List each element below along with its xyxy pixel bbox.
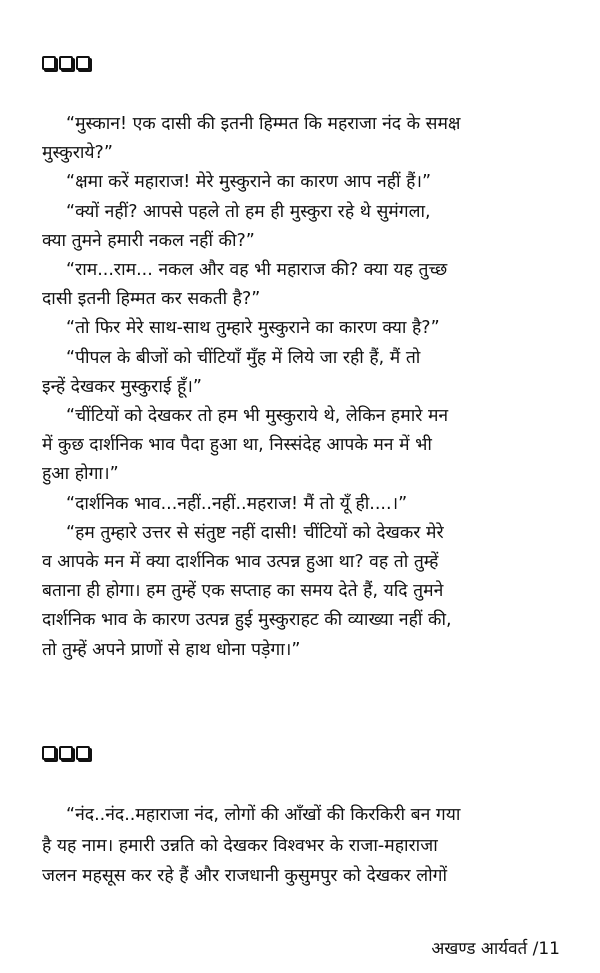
divider-box-icon bbox=[76, 746, 90, 760]
text-line: है यह नाम। हमारी उन्नति को देखकर विश्वभर के राजा-महाराजा bbox=[42, 835, 438, 856]
text-line: दार्शनिक भाव के कारण उत्पन्न हुई मुस्कुराहट की व्याख्या नहीं की, bbox=[42, 610, 452, 631]
running-title: अखण्ड आर्यवर्त bbox=[431, 939, 528, 959]
text-line: “हम तुम्हारे उत्तर से संतुष्ट नहीं दासी! चींटियों को देखकर मेरे bbox=[66, 522, 444, 543]
divider-box-icon bbox=[42, 746, 56, 760]
text-line: “नंद..नंद..महाराजा नंद, लोगों की आँखों की किरकिरी बन गया bbox=[66, 805, 461, 825]
divider-box-icon bbox=[42, 56, 56, 70]
text-line: दासी इतनी हिम्मत कर सकती है?” bbox=[42, 289, 261, 310]
paragraph bbox=[42, 344, 562, 402]
text-line: मुस्कुराये?” bbox=[42, 143, 113, 164]
page-number: /11 bbox=[532, 939, 560, 959]
text-line: “दार्शनिक भाव...नहीं..नहीं..महराज! मैं तो यूँ ही....।” bbox=[66, 493, 408, 514]
text-line: “क्यों नहीं? आपसे पहले तो हम ही मुस्कुरा रहे थे सुमंगला, bbox=[66, 201, 431, 222]
section-divider-1 bbox=[42, 56, 90, 70]
text-line: इन्हें देखकर मुस्कुराई हूँ।” bbox=[42, 376, 202, 397]
page-footer bbox=[431, 936, 560, 959]
paragraph bbox=[42, 519, 562, 665]
text-line: “राम...राम... नकल और वह भी महाराज की? क्या यह तुच्छ bbox=[66, 260, 448, 280]
paragraph bbox=[42, 800, 562, 892]
text-line: तो तुम्हें अपने प्राणों से हाथ धोना पड़ेगा।” bbox=[42, 639, 301, 660]
section-divider-2 bbox=[42, 746, 90, 760]
divider-box-icon bbox=[59, 56, 73, 70]
divider-box-icon bbox=[76, 56, 90, 70]
text-line: जलन महसूस कर रहे हैं और राजधानी कुसुमपुर को देखकर लोगों bbox=[42, 866, 448, 886]
text-line: “क्षमा करें महाराज! मेरे मुस्कुराने का कारण आप नहीं हैं।” bbox=[66, 172, 432, 193]
text-line: में कुछ दार्शनिक भाव पैदा हुआ था, निस्संदेह आपके मन में भी bbox=[42, 435, 432, 456]
paragraph bbox=[42, 198, 562, 256]
paragraph bbox=[42, 402, 562, 490]
paragraph bbox=[42, 256, 562, 314]
text-line: “चींटियों को देखकर तो हम भी मुस्कुराये थे, लेकिन हमारे मन bbox=[66, 406, 449, 426]
text-line: “पीपल के बीजों को चींटियाँ मुँह में लिये जा रही हैं, मैं तो bbox=[66, 347, 421, 368]
text-line: क्या तुमने हमारी नकल नहीं की?” bbox=[42, 230, 255, 251]
paragraph bbox=[42, 168, 562, 197]
text-line: हुआ होगा।” bbox=[42, 464, 119, 485]
paragraph bbox=[42, 314, 562, 343]
text-line: “तो फिर मेरे साथ-साथ तुम्हारे मुस्कुराने का कारण क्या है?” bbox=[66, 318, 440, 339]
text-line: बताना ही होगा। हम तुम्हें एक सप्ताह का समय देते हैं, यदि तुमने bbox=[42, 581, 444, 602]
paragraph bbox=[42, 110, 562, 168]
divider-box-icon bbox=[59, 746, 73, 760]
text-line: व आपके मन में क्या दार्शनिक भाव उत्पन्न हुआ था? वह तो तुम्हें bbox=[42, 552, 439, 572]
text-line: “मुस्कान! एक दासी की इतनी हिम्मत कि महराजा नंद के समक्ष bbox=[66, 114, 461, 134]
paragraph bbox=[42, 490, 562, 519]
